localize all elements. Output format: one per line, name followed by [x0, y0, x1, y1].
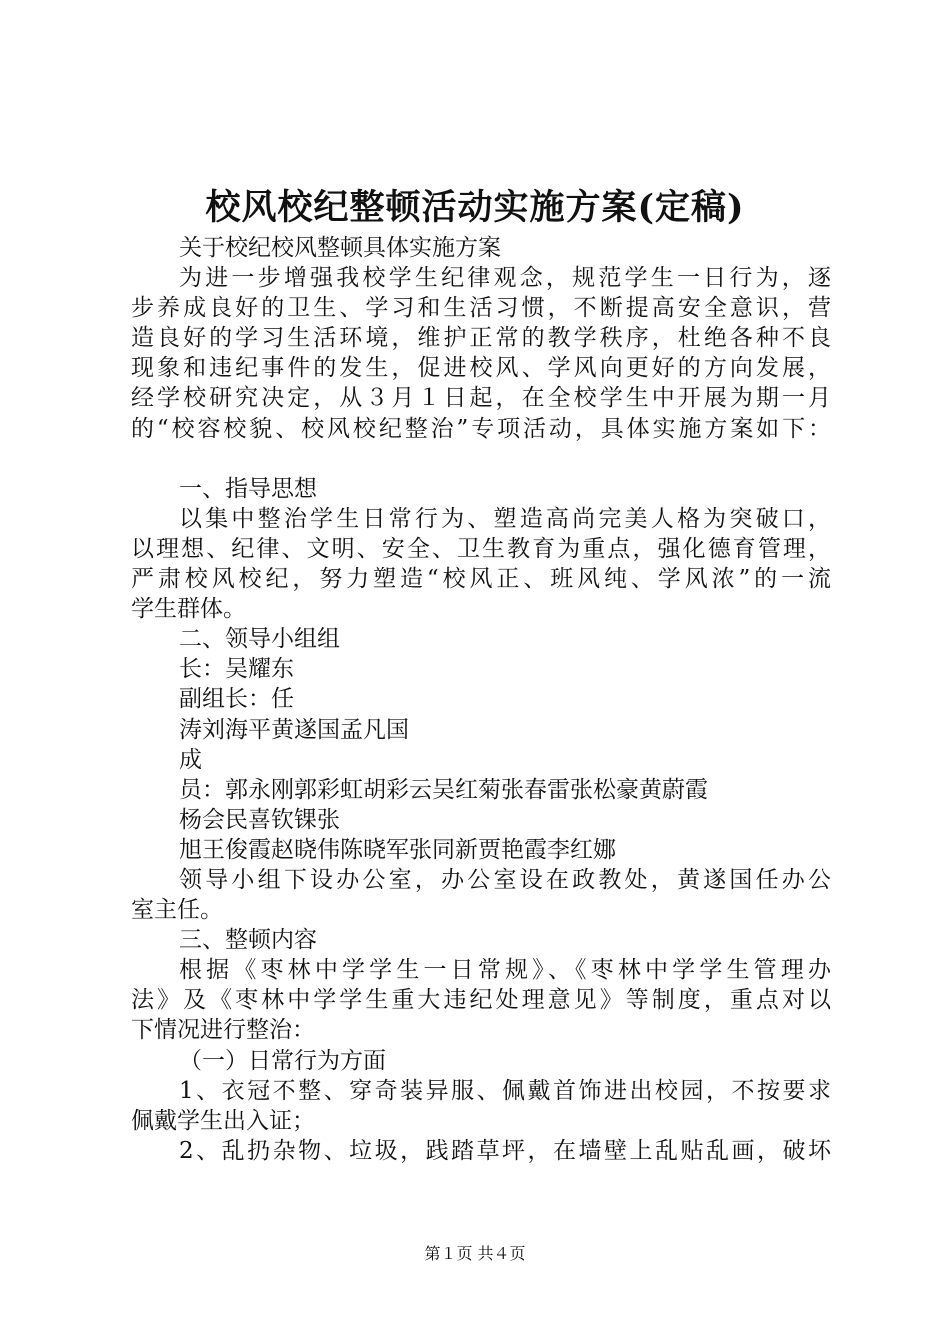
text-line: 领导小组下设办公室，办公室设在政教处，黄遂国任办公: [179, 866, 831, 893]
text-line: 下情况进行整治：: [131, 1017, 315, 1044]
text-line: 旭王俊霞赵晓伟陈晓军张同新贾艳霞李红娜: [179, 836, 616, 863]
subsection-heading: （一）日常行为方面: [179, 1047, 386, 1074]
text-line: 严肃校风校纪，努力塑造“校风正、班风纯、学风浓”的一流: [131, 566, 831, 593]
document-body: [131, 233, 831, 1166]
blank-line: [131, 444, 831, 474]
text-line: 学生群体。: [131, 596, 246, 623]
text-line: 涛刘海平黄遂国孟凡国: [179, 716, 409, 743]
text-line: 关于校纪校风整顿具体实施方案: [179, 235, 501, 261]
text-line: 员：郭永刚郭彩虹胡彩云吴红菊张春雷张松豪黄蔚霞: [179, 776, 708, 803]
text-line: 以集中整治学生日常行为、塑造高尚完美人格为突破口，: [179, 505, 831, 532]
section-heading: 一、指导思想: [179, 475, 317, 502]
text-line: 的“校容校貌、校风校纪整治”专项活动，具体实施方案如下：: [131, 415, 831, 442]
text-line: 步养成良好的卫生、学习和生活习惯，不断提高安全意识，营: [131, 295, 831, 322]
text-line: 现象和违纪事件的发生，促进校风、学风向更好的方向发展，: [131, 355, 831, 382]
text-line: 2、乱扔杂物、垃圾，践踏草坪，在墙壁上乱贴乱画，破坏: [179, 1137, 831, 1164]
text-line: 为进一步增强我校学生纪律观念，规范学生一日行为，逐: [179, 265, 831, 292]
text-line: 1、衣冠不整、穿奇装异服、佩戴首饰进出校园，不按要求: [179, 1077, 831, 1104]
text-line: 根据《枣林中学学生一日常规》、《枣林中学学生管理办: [179, 957, 831, 984]
document-title: 校风校纪整顿活动实施方案(定稿): [205, 187, 745, 228]
text-line: 以理想、纪律、文明、安全、卫生教育为重点，强化德育管理，: [131, 535, 831, 562]
section-heading: 三、整顿内容: [179, 927, 317, 954]
text-line: 长：吴耀东: [179, 656, 294, 683]
text-line: 成: [179, 746, 202, 773]
section-heading: 二、领导小组组: [179, 626, 340, 653]
text-line: 经学校研究决定，从３月１日起，在全校学生中开展为期一月: [131, 385, 831, 412]
text-line: 法》及《枣林中学学生重大违纪处理意见》等制度，重点对以: [131, 987, 831, 1014]
text-line: 杨会民喜钦锞张: [179, 806, 340, 833]
page-footer: 第１页 共４页: [424, 1244, 526, 1263]
text-line: 佩戴学生出入证；: [131, 1107, 315, 1134]
text-line: 副组长：任: [179, 686, 294, 713]
text-line: 室主任。: [131, 897, 223, 924]
text-line: 造良好的学习生活环境，维护正常的教学秩序，杜绝各种不良: [131, 325, 831, 352]
